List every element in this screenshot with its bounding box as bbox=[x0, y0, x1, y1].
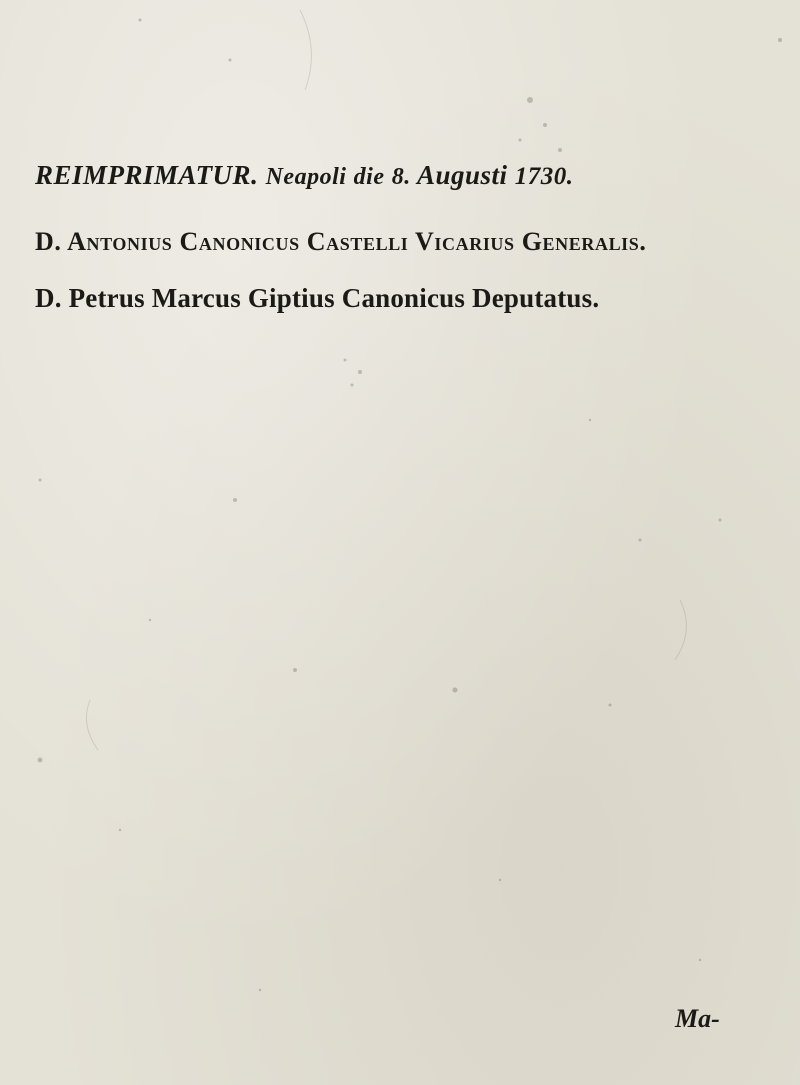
imprimatur-line bbox=[35, 160, 574, 191]
year-number: 1730. bbox=[514, 163, 574, 190]
imprimatur-word: REIMPRIMATUR bbox=[35, 160, 252, 190]
place-name: Neapoli bbox=[265, 164, 347, 190]
vicar-general-line: D. Antonius Canonicus Castelli Vicarius Generalis. bbox=[35, 227, 647, 256]
day-number: 8. bbox=[391, 164, 411, 190]
die-word: die bbox=[353, 164, 385, 190]
imprimatur-separator: . bbox=[251, 160, 259, 190]
catchword: Ma- bbox=[675, 1004, 720, 1033]
month-name: Augusti bbox=[416, 160, 508, 190]
deputy-line: D. Petrus Marcus Giptius Canonicus Deputatus. bbox=[35, 283, 600, 313]
